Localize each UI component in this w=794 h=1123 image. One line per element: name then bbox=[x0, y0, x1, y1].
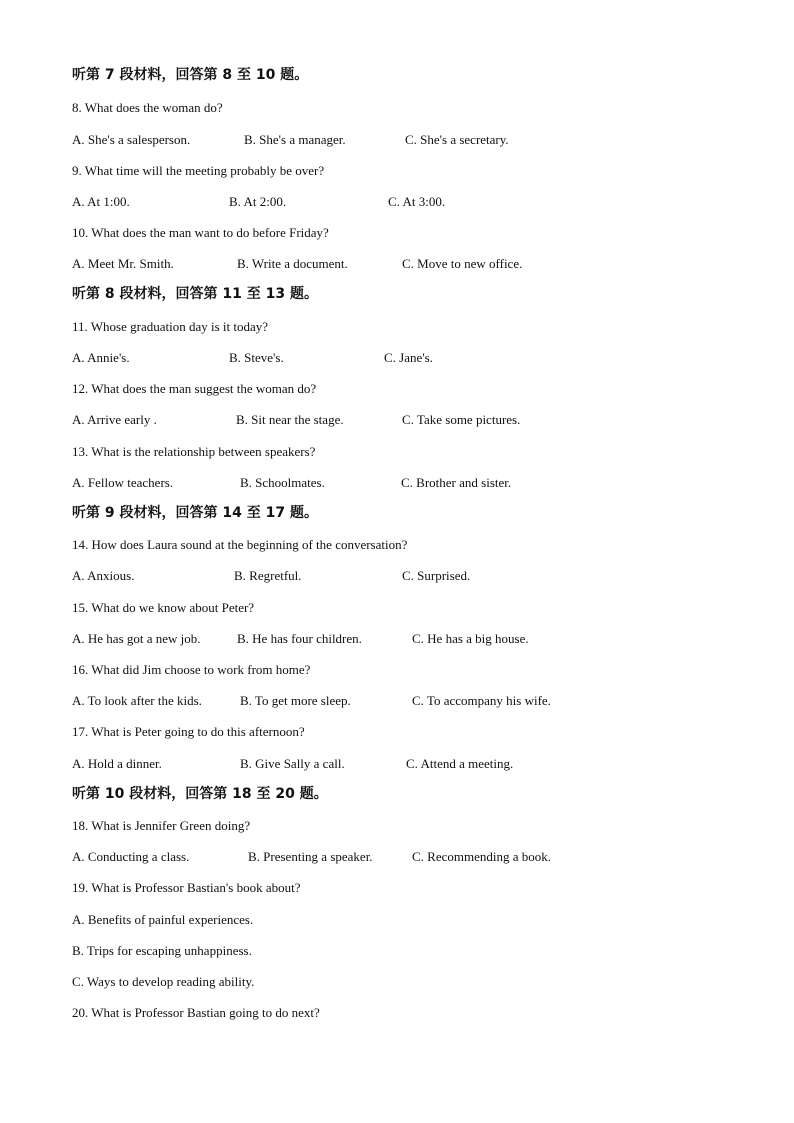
option-b: B. Sit near the stage. bbox=[236, 412, 344, 427]
section-title: 听第 8 段材料，回答第 11 至 13 题。 bbox=[72, 286, 318, 302]
option-c: C. Brother and sister. bbox=[401, 475, 512, 490]
option-a: A. Conducting a class. bbox=[72, 849, 190, 864]
option-b: B. Write a document. bbox=[237, 256, 348, 271]
option-b: B. Steve's. bbox=[229, 350, 284, 365]
option-a: A. He has got a new job. bbox=[72, 631, 201, 646]
question-15: 15. What do we know about Peter? bbox=[72, 600, 255, 615]
option-a: A. Meet Mr. Smith. bbox=[72, 256, 174, 271]
option-b: B. Trips for escaping unhappiness. bbox=[72, 943, 252, 958]
option-b: B. He has four children. bbox=[237, 631, 362, 646]
question-20: 20. What is Professor Bastian going to do next? bbox=[72, 1005, 320, 1020]
question-8: 8. What does the woman do? bbox=[72, 100, 223, 115]
option-c: C. Attend a meeting. bbox=[406, 756, 514, 771]
option-a: A. Annie's. bbox=[72, 350, 130, 365]
option-b: B. Give Sally a call. bbox=[240, 756, 345, 771]
question-12: 12. What does the man suggest the woman do? bbox=[72, 381, 317, 396]
option-b: B. At 2:00. bbox=[229, 194, 287, 209]
option-c: C. Recommending a book. bbox=[412, 849, 552, 864]
question-19: 19. What is Professor Bastian's book about? bbox=[72, 880, 301, 895]
question-11: 11. Whose graduation day is it today? bbox=[72, 319, 269, 334]
option-c: C. Ways to develop reading ability. bbox=[72, 974, 255, 989]
option-b: B. Presenting a speaker. bbox=[248, 849, 373, 864]
option-c: C. To accompany his wife. bbox=[412, 693, 551, 708]
option-b: B. Regretful. bbox=[234, 568, 302, 583]
option-b: B. To get more sleep. bbox=[240, 693, 351, 708]
question-16: 16. What did Jim choose to work from home? bbox=[72, 662, 311, 677]
option-b: B. Schoolmates. bbox=[240, 475, 325, 490]
option-a: A. She's a salesperson. bbox=[72, 132, 191, 147]
option-c: C. Move to new office. bbox=[402, 256, 523, 271]
option-a: A. Anxious. bbox=[72, 568, 135, 583]
option-c: C. He has a big house. bbox=[412, 631, 529, 646]
question-9: 9. What time will the meeting probably be over? bbox=[72, 163, 325, 178]
option-a: A. At 1:00. bbox=[72, 194, 130, 209]
option-c: C. At 3:00. bbox=[388, 194, 446, 209]
option-c: C. Surprised. bbox=[402, 568, 471, 583]
section-title: 听第 9 段材料，回答第 14 至 17 题。 bbox=[72, 505, 318, 521]
question-17: 17. What is Peter going to do this afternoon? bbox=[72, 724, 305, 739]
section-title: 听第 7 段材料，回答第 8 至 10 题。 bbox=[72, 67, 309, 83]
option-a: A. Hold a dinner. bbox=[72, 756, 162, 771]
option-a: A. To look after the kids. bbox=[72, 693, 202, 708]
option-a: A. Benefits of painful experiences. bbox=[72, 912, 254, 927]
option-c: C. Jane's. bbox=[384, 350, 433, 365]
question-13: 13. What is the relationship between speakers? bbox=[72, 444, 316, 459]
question-10: 10. What does the man want to do before Friday? bbox=[72, 225, 329, 240]
option-b: B. She's a manager. bbox=[244, 132, 346, 147]
option-a: A. Fellow teachers. bbox=[72, 475, 174, 490]
option-c: C. Take some pictures. bbox=[402, 412, 521, 427]
option-c: C. She's a secretary. bbox=[405, 132, 509, 147]
question-14: 14. How does Laura sound at the beginning of the conversation? bbox=[72, 537, 408, 552]
question-18: 18. What is Jennifer Green doing? bbox=[72, 818, 251, 833]
option-a: A. Arrive early . bbox=[72, 412, 157, 427]
section-title: 听第 10 段材料，回答第 18 至 20 题。 bbox=[72, 786, 328, 802]
